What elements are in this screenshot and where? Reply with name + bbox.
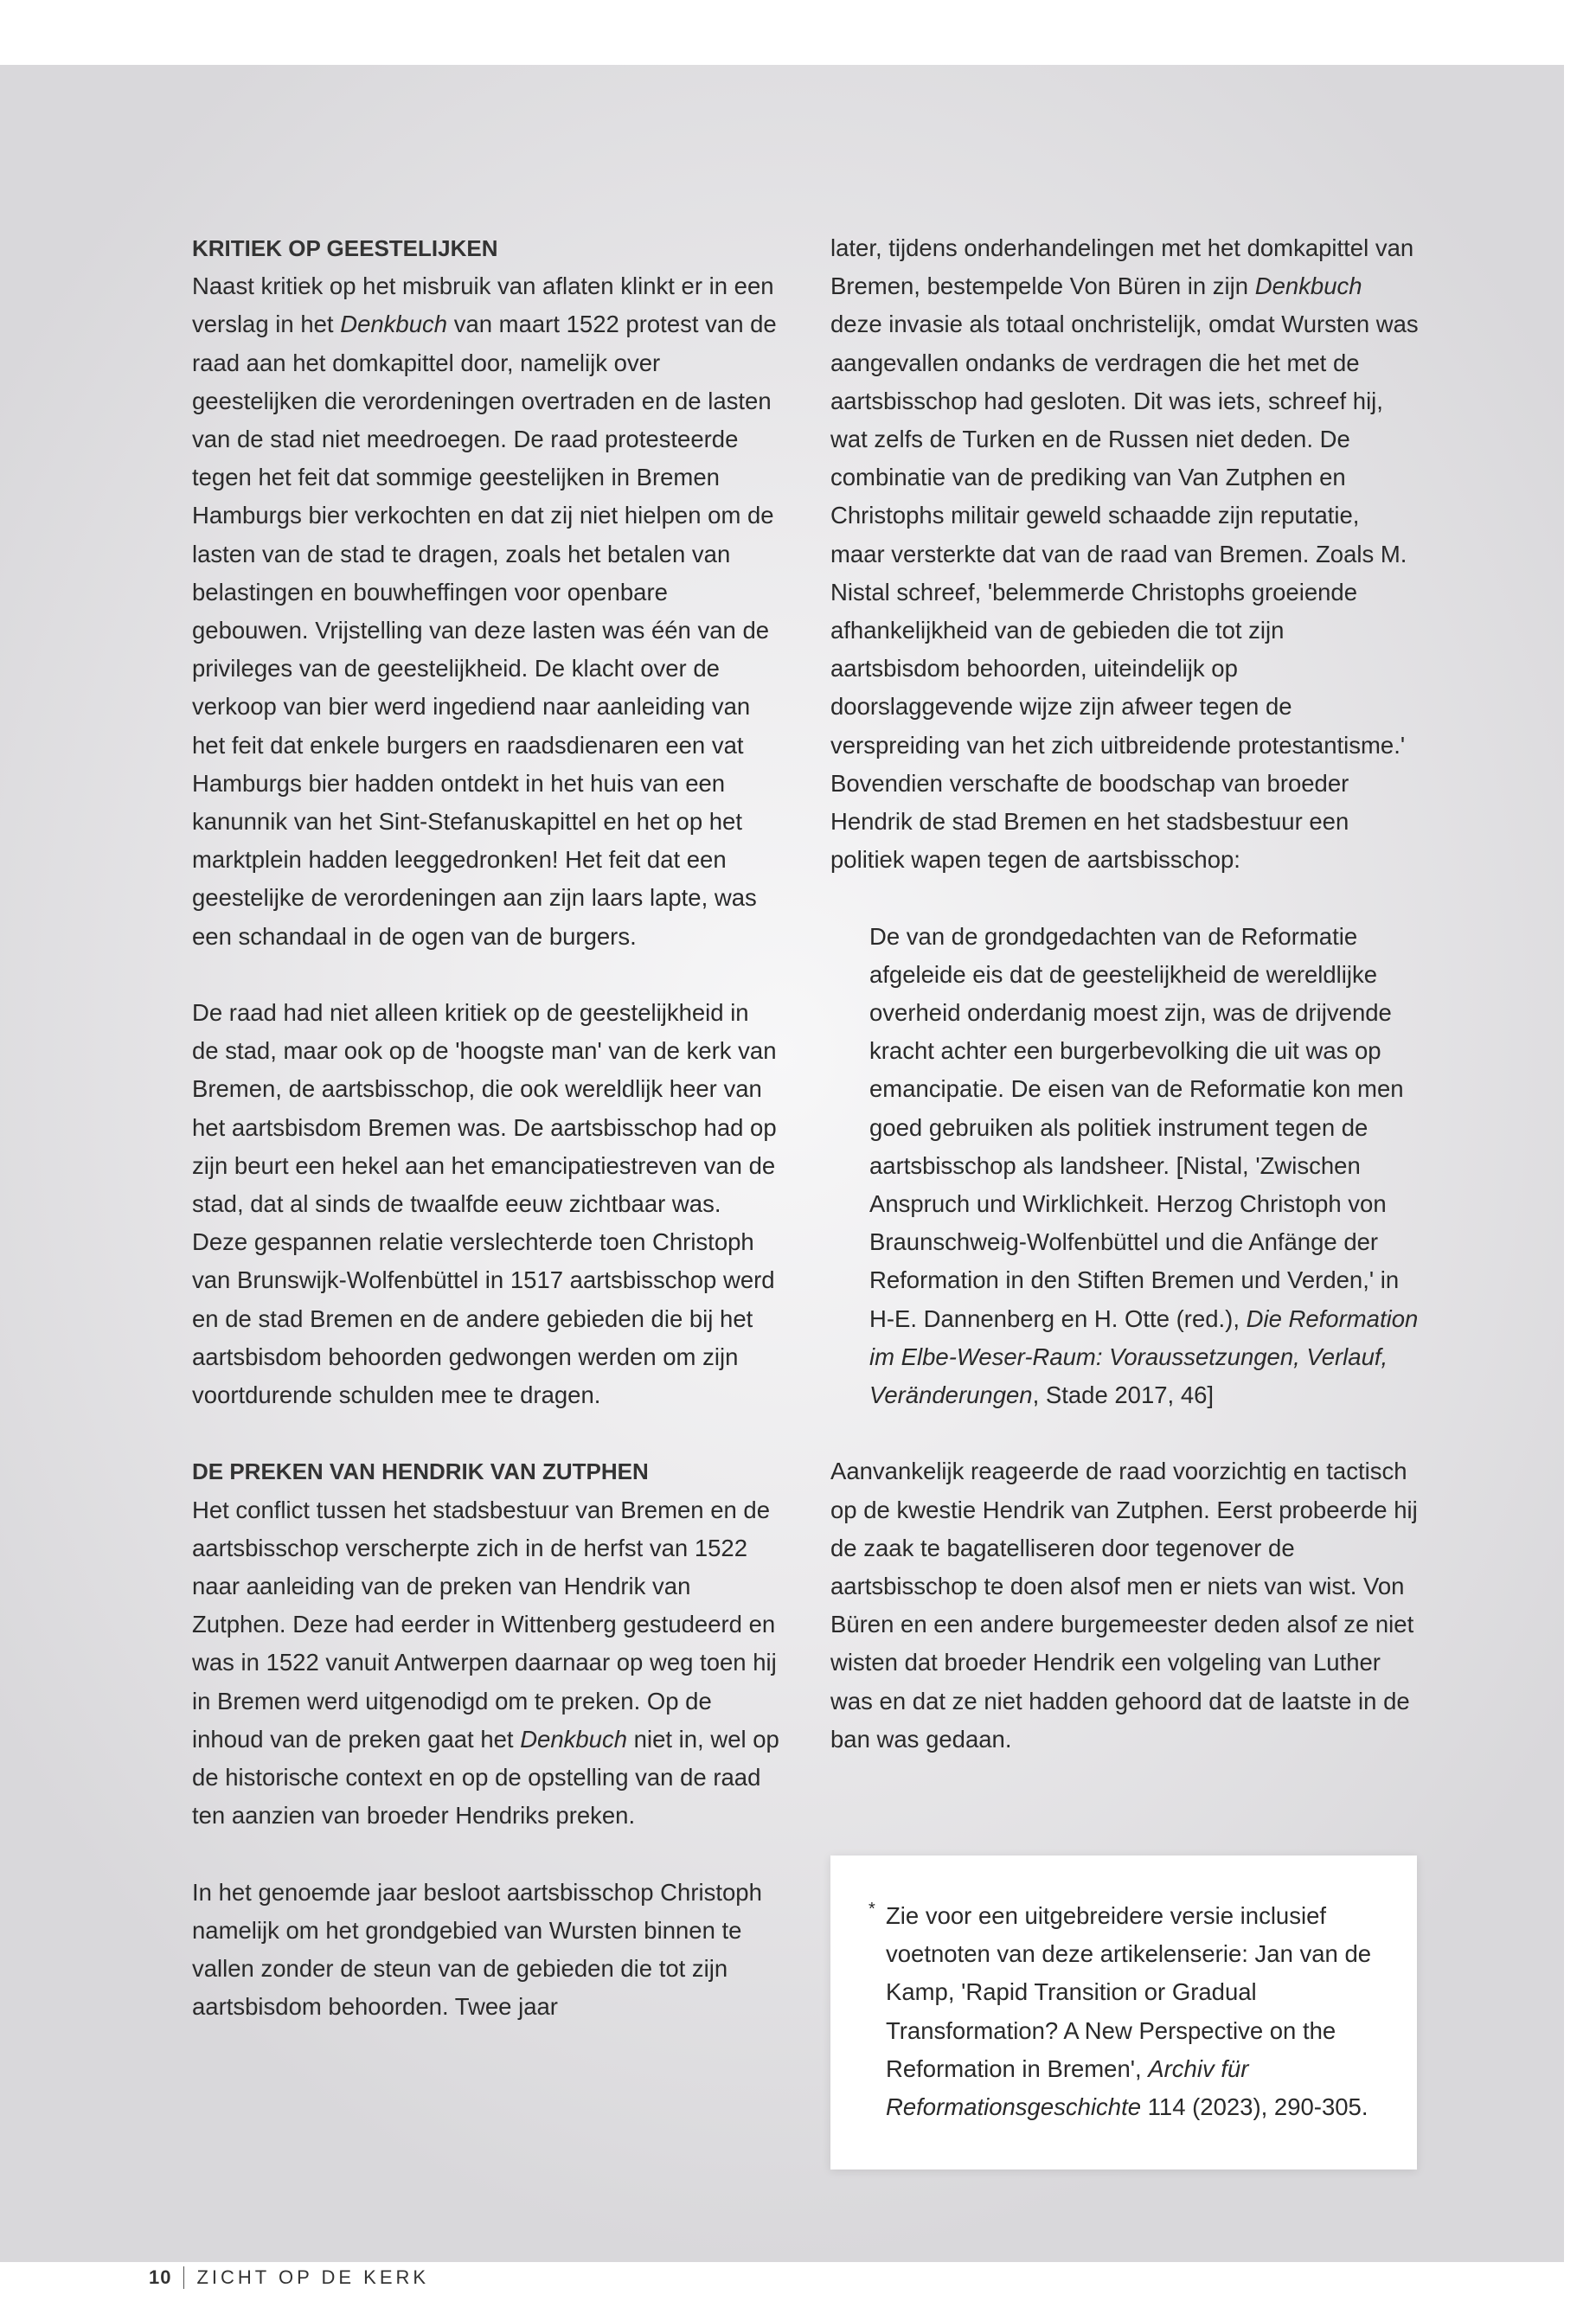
footnote-asterisk: * (869, 1900, 875, 1919)
text-run: De van de grondgedachten van de Reformatie afgeleide eis dat de geestelijkheid de wereldlijke overheid onderdanig moest zijn, was de drijvende kracht achter een burgerbevolking die uit was op emancipatie. De eisen van de Reformatie kon men goed gebruiken als politiek instrument tegen de aartsbisschop als landsheer. [Nistal, 'Zwischen Anspruch und Wirklichkeit. Herzog Christoph von Braunschweig-Wolfenbüttel und die Anfänge der Reformation in den Stiften Bremen und Verden,' in H-E. Dannenberg en H. Otte (red.), (869, 922, 1404, 1332)
text-run: Zie voor een uitgebreidere versie inclusief voetnoten van deze artikelenserie: Jan van de Kamp, 'Rapid Transition or Gradual Transformation? A New Perspective on the Reformation in Bremen', (886, 1902, 1372, 2082)
page (0, 65, 1564, 2288)
paragraph: In het genoemde jaar besloot aartsbisschop Christoph namelijk om het grondgebied van Wursten binnen te vallen zonder de steun van de gebieden die tot zijn aartsbisdom behoorden. Twee jaar (192, 1878, 762, 2021)
magazine-title: ZICHT OP DE KERK (196, 2266, 430, 2288)
text-run: van maart 1522 protest van de raad aan het domkapittel door, namelijk over geestelijken die verordeningen overtraden en de lasten van de stad niet meedroegen. De raad protesteerde tegen het feit dat sommige geestelijken in Bremen Hamburgs bier verkochten en dat zij niet hielpen om de lasten van de stad te dragen, zoals het betalen van belastingen en bouwheffingen voor openbare gebouwen. Vrijstelling van deze lasten was één van de privileges van de geestelijkheid. De klacht over de verkoop van bier werd ingediend naar aanleiding van het feit dat enkele burgers en raadsdienaren een vat Hamburgs bier hadden ontdekt in het huis van een kanunnik van het Sint-Stefanuskapittel en het op het marktplein hadden leeggedronken! Het feit dat een geestelijke de verordeningen aan zijn laars lapte, was een schandaal in de ogen van de burgers. (192, 311, 777, 950)
page-number: 10 (149, 2266, 172, 2288)
italic-title: Denkbuch (520, 1725, 628, 1753)
italic-title: Die Reformation im Elbe-Weser-Raum: Voraussetzungen, Verlauf, Veränderungen (869, 1304, 1419, 1409)
paragraph: Aanvankelijk reageerde de raad voorzichtig en tactisch op de kwestie Hendrik van Zutphen. Eerst probeerde hij de zaak te bagatelliseren door tegenover de aartsbisschop te doen alsof men er niets van wist. Von Büren en een andere burgemeester deden alsof ze niet wisten dat broeder Hendrik een volgeling van Luther was en dat ze niet hadden gehoord dat de laatste in de ban was gedaan. (830, 1458, 1418, 1753)
section-heading-kritiek: KRITIEK OP GEESTELIJKEN (192, 235, 498, 261)
footer-divider (183, 2266, 184, 2289)
text-run: 114 (2023), 290-305. (1141, 2093, 1368, 2121)
paragraph (192, 267, 780, 956)
right-column (830, 229, 1419, 1759)
section-heading-preken: DE PREKEN VAN HENDRIK VAN ZUTPHEN (192, 1458, 649, 1485)
text-run: deze invasie als totaal onchristelijk, omdat Wursten was aangevallen ondanks de verdragen die het met de aartsbisschop had gesloten. Dit was iets, schreef hij, wat zelfs de Turken en de Russen niet deden. De combinatie van de prediking van Van Zutphen en Christophs militair geweld schaadde zijn reputatie, maar versterkte dat van de raad van Bremen. Zoals M. Nistal schreef, 'belemmerde Christophs groeiende afhankelijkheid van de gebieden die tot zijn aartsbisdom behoorden, uiteindelijk op doorslaggevende wijze zijn afweer tegen de verspreiding van het zich uitbreidende protestantisme.' Bovendien verschafte de boodschap van broeder Hendrik de stad Bremen en het stadsbestuur een politiek wapen tegen de aartsbisschop: (830, 311, 1419, 874)
italic-title: Denkbuch (340, 311, 448, 338)
page-footer (149, 2266, 429, 2289)
italic-title: Denkbuch (1254, 272, 1362, 300)
text-run: Naast kritiek op het misbruik van aflaten klinkt er in een verslag in het (192, 272, 774, 338)
footnote-box (830, 1856, 1417, 2170)
text-run: Het conflict tussen het stadsbestuur van Bremen en de aartsbisschop verscherpte zich in de herfst van 1522 naar aanleiding van de preken van Hendrik van Zutphen. Deze had eerder in Wittenberg gestudeerd en was in 1522 vanuit Antwerpen daarnaar op weg toen hij in Bremen werd uitgenodigd om te preken. Op de inhoud van de preken gaat het (192, 1496, 777, 1753)
left-column (192, 229, 780, 2027)
italic-title: Archiv für Reformationsgeschichte (886, 2054, 1249, 2121)
footnote-text (872, 1897, 1382, 2126)
paragraph (830, 229, 1419, 879)
text-run: niet in, wel op de historische context en op de opstelling van de raad ten aanzien van broeder Hendriks preken. (192, 1725, 779, 1830)
text-run: , Stade 2017, 46] (1032, 1381, 1215, 1409)
block-quote (830, 918, 1419, 1415)
paragraph (192, 1491, 780, 1836)
text-run: later, tijdens onderhandelingen met het domkapittel van Bremen, bestempelde Von Büren in zijn (830, 234, 1414, 300)
paragraph: De raad had niet alleen kritiek op de geestelijkheid in de stad, maar ook op de 'hoogste man' van de kerk van Bremen, de aartsbisschop, die ook wereldlijk heer van het aartsbisdom Bremen was. De aartsbisschop had op zijn beurt een hekel aan het emancipatiestreven van de stad, dat al sinds de twaalfde eeuw zichtbaar was. Deze gespannen relatie verslechterde toen Christoph van Brunswijk-Wolfenbüttel in 1517 aartsbisschop werd en de stad Bremen en de andere gebieden die bij het aartsbisdom behoorden gedwongen werden om zijn voortdurende schulden mee te dragen. (192, 999, 777, 1409)
